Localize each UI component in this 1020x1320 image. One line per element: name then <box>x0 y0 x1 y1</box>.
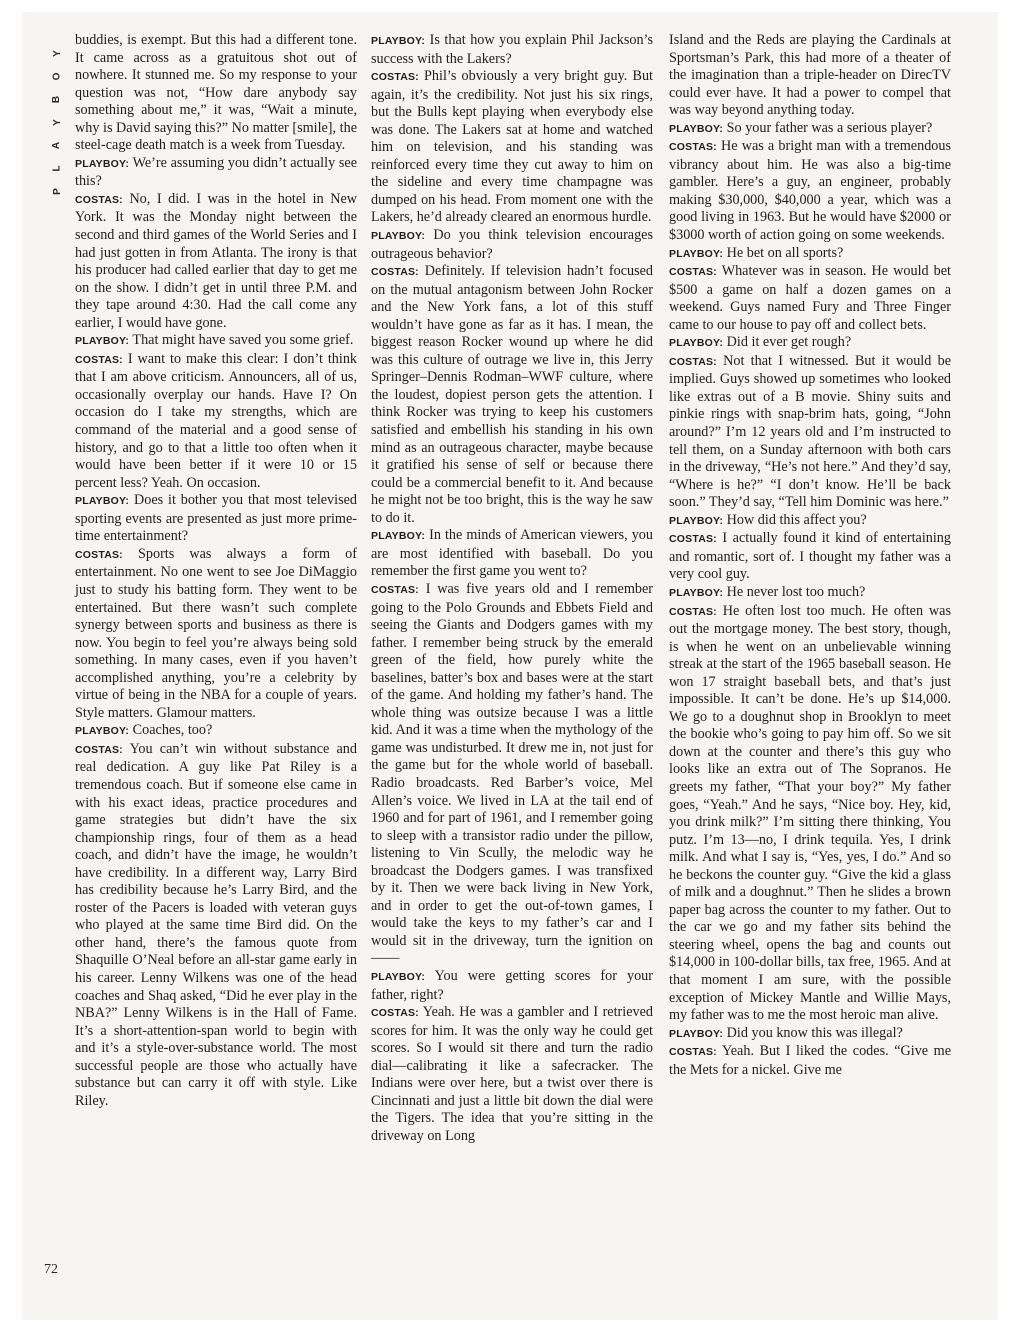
interview-paragraph <box>75 492 357 546</box>
paragraph-text: He bet on all sports? <box>726 244 844 261</box>
paragraph-text: You can’t win without substance and real dedication. A guy like Pat Riley is a tremendous coach. But if someone else came in with his exact ideas, practice procedures and game strategies but didn’t have the six championship rings, four of them as a head coach, and didn’t have the image, he wouldn’t have credibility. In a different way, Larry Bird has credibility because he’s Larry Bird, and the roster of the Pacers is loaded with veteran guys who played at the same time Bird did. On the other hand, there’s the famous quote from Shaquille O’Neal before an all-star game early in his career. Lenny Wilkens was one of the head coaches and Shaq asked, “Did he ever play in the NBA?” Lenny Wilkens is in the Hall of Fame. It’s a short-attention-span world to begin with and it’s a style-over-substance world. The most successful people are those who actually have substance but can carry it off with style. Like Riley. <box>75 740 357 1109</box>
title-letter: A <box>51 141 63 150</box>
paragraph-text: He never lost too much? <box>726 583 866 600</box>
interview-paragraph <box>75 191 357 332</box>
paragraph-text: So your father was a serious player? <box>726 119 933 136</box>
speaker-label: COSTAS: <box>75 193 123 206</box>
interview-paragraph <box>669 603 951 1025</box>
interview-paragraph <box>669 1025 951 1044</box>
interview-paragraph <box>669 353 951 512</box>
speaker-label: PLAYBOY: <box>669 514 724 527</box>
title-letter: Y <box>51 119 63 126</box>
title-letter: B <box>51 95 63 104</box>
speaker-label: PLAYBOY: <box>669 586 724 599</box>
speaker-label: PLAYBOY: <box>371 970 426 983</box>
speaker-label: PLAYBOY: <box>371 530 426 543</box>
paragraph-text: I want to make this clear: I don’t think that I am above criticism. Announcers, all of us, occasionally overplay our hands. Have I? On occasion do I take my strengths, which are command of the material and a good sense of history, and go to that a little too often when it would have been better if it were 10 or 15 percent less? Yeah. On occasion. <box>75 350 358 491</box>
speaker-label: PLAYBOY: <box>75 495 130 508</box>
interview-paragraph <box>75 32 357 155</box>
speaker-label: COSTAS: <box>371 583 419 596</box>
text-column-3 <box>669 32 951 1079</box>
speaker-label: COSTAS: <box>75 743 123 756</box>
speaker-label: PLAYBOY: <box>75 335 130 348</box>
speaker-label: PLAYBOY: <box>371 230 426 243</box>
interview-paragraph <box>669 584 951 603</box>
paragraph-text: buddies, is exempt. But this had a different tone. It came across as a gratuitous shot out of nowhere. It stunned me. So my response to your question was not, “How dare anybody say something about me,” it was, “Wait a minute, why is David saying this?” No matter [smile], the steel-cage death match is a week from Tuesday. <box>75 32 357 154</box>
speaker-label: PLAYBOY: <box>75 157 130 170</box>
interview-paragraph <box>371 263 653 527</box>
paragraph-text: I was five years old and I remember going to the Polo Grounds and Ebbets Field and seeing the Giants and Dodgers games with my father. I remember being struck by the emerald green of the field, how purely white the baselines, batter’s box and bases were at the start of the game. And holding my father’s hand. The whole thing was outsize because I was a little kid. And it was a time when the mythology of the game was undisturbed. It drew me in, not just for the game but for the whole world of baseball. Radio broadcasts. Red Barber’s voice, Mel Allen’s voice. We lived in LA at the tail end of 1960 and for part of 1961, and I remember going to sleep with a transistor radio under the pillow, listening to Vin Scully, the melodic way he broadcast the Dodgers games. I was transfixed by it. Then we were back living in New York, and in order to get the out-of-town games, I would take the keys to my father’s car and I would sit in the driveway, turn the ignition on—— <box>371 580 653 967</box>
interview-paragraph <box>75 155 357 191</box>
speaker-label: COSTAS: <box>669 141 717 154</box>
paragraph-text: Coaches, too? <box>132 722 213 739</box>
interview-paragraph <box>669 120 951 139</box>
interview-paragraph <box>669 138 951 244</box>
paragraph-text: Whatever was in season. He would bet $500 a game on half a dozen games on a weekend. Guys named Fury and Three Finger came to our house to pay off and collect bets. <box>669 263 951 333</box>
paragraph-text: I actually found it kind of entertaining and romantic, sort of. I thought my father was a very cool guy. <box>669 530 951 583</box>
interview-paragraph <box>75 351 357 492</box>
interview-paragraph <box>371 227 653 263</box>
speaker-label: COSTAS: <box>75 548 123 561</box>
interview-paragraph <box>669 512 951 531</box>
paragraph-text: Yeah. He was a gambler and I retrieved scores for him. It was the only way he could get scores. So I would sit there and turn the radio dial—calibrating it like a safecracker. The Indians were over here, but a twist over there is Cincinnati and just a little bit down the dial were the Tigers. The idea that you’re sitting in the driveway on Long <box>371 1004 653 1144</box>
speaker-label: COSTAS: <box>371 266 419 279</box>
paragraph-text: How did this affect you? <box>726 511 867 528</box>
speaker-label: COSTAS: <box>371 71 419 84</box>
paragraph-text: He often lost too much. He often was out the mortgage money. The best story, though, is when he went on an unbelievable winning streak at the start of the 1965 baseball season. He won 17 straight baseball bets, and that’s just impossible. It can’t be done. He’s up $14,000. We go to a doughnut shop in Brooklyn to meet the bookie who’s going to pay him off. So we sit down at the counter and there’s this guy who looks like an extra out of The Sopranos. He greets my father, “That your boy?” My father goes, “Yeah.” And he says, “Nice boy. Hey, kid, you drink milk?” I’m sitting there thinking, You putz. I’m 13—no, I drink tequila. Yes, I drink milk. And what I say is, “Yes, yes, I do.” And so he beckons the counter guy. “Give the kid a glass of milk and a doughnut.” Then he slides a brown paper bag across the counter to my father. Out to the car we go and my father sits behind the steering wheel, opens the bag and counts out $14,000 in 100-dollar bills, tax free, 1965. And at that moment I am sure, with the possible exception of Mickey Mantle and Willie Mays, my father was to me the most heroic man alive. <box>669 602 951 1024</box>
paragraph-text: Yeah. But I liked the codes. “Give me the Mets for a nickel. Give me <box>669 1043 951 1078</box>
interview-paragraph <box>669 334 951 353</box>
interview-paragraph <box>371 527 653 581</box>
speaker-label: COSTAS: <box>371 1007 419 1020</box>
paragraph-text: We’re assuming you didn’t actually see this? <box>75 154 357 190</box>
paragraph-text: Does it bother you that most televised sporting events are presented as just more prime-time entertainment? <box>75 492 357 545</box>
interview-paragraph <box>75 546 357 722</box>
interview-paragraph <box>371 581 653 968</box>
speaker-label: PLAYBOY: <box>75 725 130 738</box>
paragraph-text: Island and the Reds are playing the Cardinals at Sportsman’s Park, this had more of a theater of the imagination than a triple-header on DirecTV could ever have. It had a power to compel that was way beyond anything today. <box>669 32 951 119</box>
interview-paragraph <box>669 1043 951 1079</box>
speaker-label: PLAYBOY: <box>669 122 724 135</box>
interview-paragraph <box>669 32 951 120</box>
speaker-label: PLAYBOY: <box>669 1027 724 1040</box>
title-letter: Y <box>51 50 63 57</box>
paragraph-text: Do you think television encourages outrageous behavior? <box>371 227 654 262</box>
interview-paragraph <box>371 968 653 1004</box>
paragraph-text: Did it ever get rough? <box>726 334 852 351</box>
title-letter: L <box>51 165 63 172</box>
interview-paragraph <box>669 530 951 584</box>
interview-paragraph <box>669 263 951 334</box>
speaker-label: PLAYBOY: <box>669 337 724 350</box>
paragraph-text: Is that how you explain Phil Jackson’s success with the Lakers? <box>371 32 654 67</box>
title-letter: P <box>51 188 63 195</box>
interview-paragraph <box>371 1004 653 1145</box>
paragraph-text: Not that I witnessed. But it would be implied. Guys showed up sometimes who looked like extras out of a B movie. Shiny suits and pinkie rings with snap-brim hats, going, “John around?” I’m 12 years old and I’m instructed to tell them, on a Sunday afternoon with both cars in the driveway, “He’s not here.” And they’d say, “Where is he?” “I don’t know. He’ll be back soon.” They’d say, “Tell him Dominic was here.” <box>669 352 951 511</box>
paragraph-text: In the minds of American viewers, you are most identified with baseball. Do you remember the first game you went to? <box>371 527 653 580</box>
speaker-label: PLAYBOY: <box>669 247 724 260</box>
text-column-1 <box>75 32 357 1110</box>
interview-paragraph <box>669 245 951 264</box>
interview-paragraph <box>75 722 357 741</box>
paragraph-text: Did you know this was illegal? <box>726 1024 903 1041</box>
speaker-label: COSTAS: <box>669 605 717 618</box>
interview-paragraph <box>371 68 653 227</box>
paragraph-text: That might have saved you some grief. <box>132 332 354 349</box>
interview-paragraph <box>75 332 357 351</box>
speaker-label: COSTAS: <box>669 1046 717 1059</box>
speaker-label: COSTAS: <box>669 533 717 546</box>
paragraph-text: You were getting scores for your father, right? <box>371 967 653 1003</box>
title-letter: O <box>51 72 63 81</box>
speaker-label: COSTAS: <box>669 266 717 279</box>
speaker-label: COSTAS: <box>669 355 717 368</box>
magazine-running-title <box>48 42 66 203</box>
paragraph-text: No, I did. I was in the hotel in New York. It was the Monday night between the second and third games of the World Series and I had just gotten in from Atlanta. The irony is that his producer had called earlier that day to get me on the show. I didn’t get in until three P.M. and they tape around 4:30. Had the call come any earlier, I would have gone. <box>75 190 358 331</box>
paragraph-text: Phil’s obviously a very bright guy. But again, it’s the credibility. Not just his six rings, but the Bulls kept playing when everybody else was done. The Lakers sat at home and watched him on television, and his standing was reinforced every time they cut away to him on the sideline and every time champagne was dumped on his head. From moment one with the Lakers, he’d already cleared an enormous hurdle. <box>371 68 653 226</box>
paragraph-text: Sports was always a form of entertainment. No one went to see Joe DiMaggio just to study his batting form. They went to be entertained. But there wasn’t such complete synergy between sports and business as there is now. You begin to feel you’re always being sold something. In many cases, even if you haven’t accomplished anything, you’re a celebrity by virtue of being in the NBA for a couple of years. Style matters. Glamour matters. <box>75 545 358 721</box>
page-number: 72 <box>44 1262 58 1277</box>
speaker-label: PLAYBOY: <box>371 35 426 47</box>
interview-paragraph <box>75 741 357 1110</box>
text-column-2 <box>371 32 653 1145</box>
paragraph-text: Definitely. If television hadn’t focused on the mutual antagonism between John Rocker and the New York fans, a lot of this stuff wouldn’t have gone as far as it has. I mean, the biggest reason Rocker wound up where he did was this culture of outrage we live in, this Jerry Springer–Dennis Rodman–WWF culture, where the loudest, dopiest person gets the attention. I think Rocker was trying to keep his customers satisfied and embellish his standing in his own mind as an outrageous character, maybe because it gratified his sense of self or because there could be a commercial benefit to it. And because he might not be too bright, this is the way he saw to do it. <box>371 263 654 526</box>
interview-paragraph <box>371 32 653 68</box>
speaker-label: COSTAS: <box>75 353 123 366</box>
paragraph-text: He was a bright man with a tremendous vibrancy about him. He was also a big-time gambler. Here’s a guy, an engineer, probably making $30,000, $40,000 a year, which was a good living in 1963. But he would have $2000 or $3000 worth of action going on some weekends. <box>669 138 952 244</box>
